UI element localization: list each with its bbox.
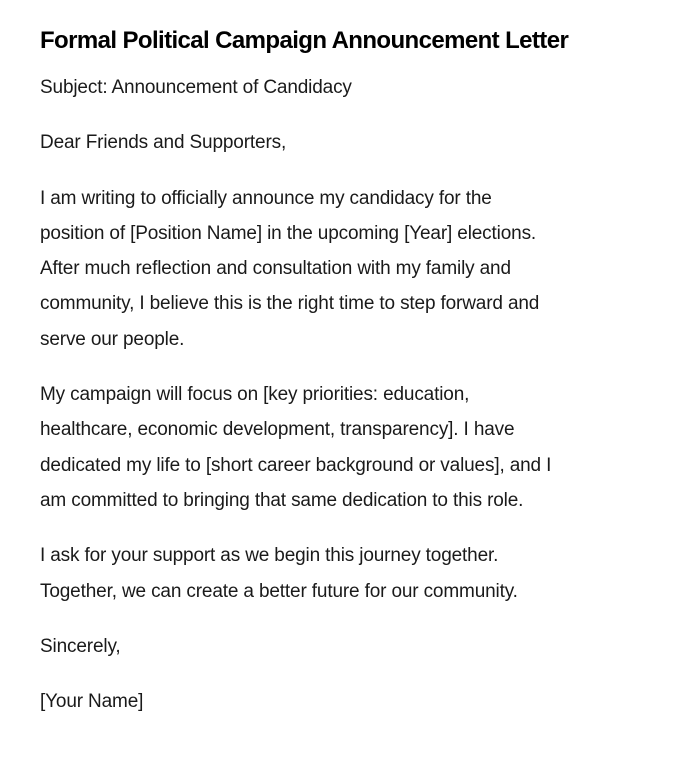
text-line: am committed to bringing that same dedication to this role.	[40, 489, 524, 511]
text-line: I ask for your support as we begin this journey together.	[40, 545, 499, 567]
paragraph-announcement	[40, 181, 640, 357]
text-line: serve our people.	[40, 328, 185, 350]
text-line: healthcare, economic development, transparency]. I have	[40, 419, 515, 441]
closing: Sincerely,	[40, 635, 121, 657]
text-line: After much reflection and consultation with my family and	[40, 258, 511, 280]
text-line: My campaign will focus on [key priorities: education,	[40, 384, 470, 406]
subject-line: Subject: Announcement of Candidacy	[40, 77, 352, 98]
text-line: dedicated my life to [short career background or values], and I	[40, 454, 552, 476]
text-line: I am writing to officially announce my candidacy for the	[40, 187, 492, 209]
text-line: community, I believe this is the right time to step forward and	[40, 293, 540, 315]
letter-document	[40, 24, 640, 739]
paragraph-priorities	[40, 377, 640, 518]
salutation: Dear Friends and Supporters,	[40, 132, 287, 154]
letter-title: Formal Political Campaign Announcement Letter	[40, 27, 569, 54]
text-line: Together, we can create a better future for our community.	[40, 580, 518, 602]
signature: [Your Name]	[40, 691, 144, 713]
text-line: position of [Position Name] in the upcoming [Year] elections.	[40, 222, 537, 244]
paragraph-support	[40, 538, 640, 609]
